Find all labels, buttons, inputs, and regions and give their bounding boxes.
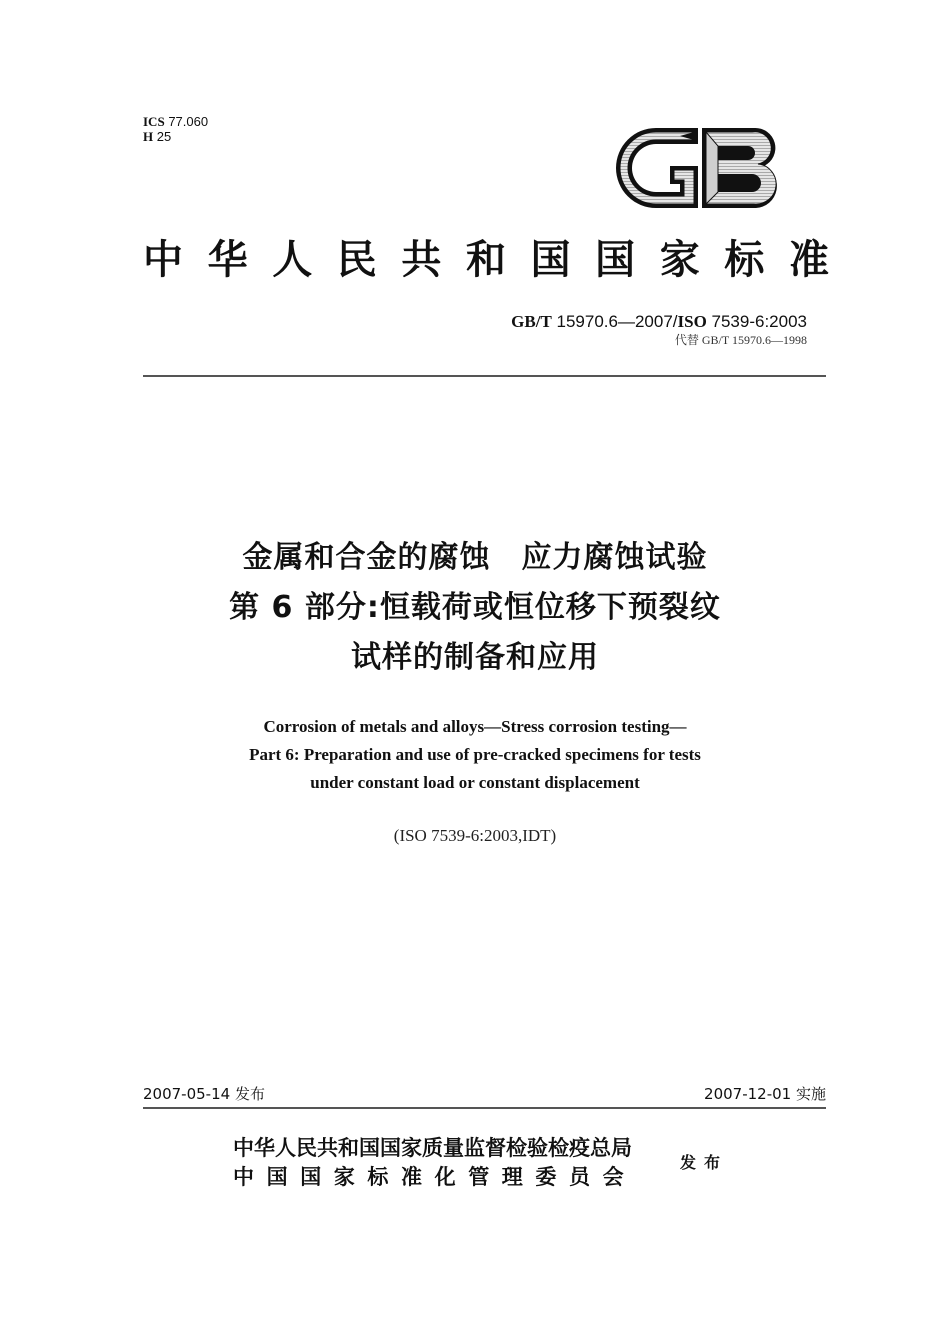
implementation-date: 2007-12-01 实施 xyxy=(704,1085,826,1103)
title-char: 中 xyxy=(143,236,183,283)
class-value: 25 xyxy=(156,129,172,144)
issuing-authorities xyxy=(233,1133,636,1191)
footer-divider xyxy=(143,1107,826,1109)
title-char: 民 xyxy=(336,236,377,283)
ics-classification xyxy=(143,114,208,144)
title-char: 国 xyxy=(530,236,571,283)
gb-logo-icon xyxy=(614,126,782,210)
title-char: 标 xyxy=(724,236,765,283)
replaces-note: 代替 GB/T 15970.6—1998 xyxy=(674,333,807,347)
title-char: 华 xyxy=(207,236,248,283)
english-title xyxy=(0,713,950,797)
english-title-line: Part 6: Preparation and use of pre-cracked specimens for tests xyxy=(249,745,701,764)
standard-code xyxy=(511,312,807,332)
national-standard-title xyxy=(141,236,831,284)
iso-reference: (ISO 7539-6:2003,IDT) xyxy=(393,826,557,845)
iso-prefix: ISO xyxy=(677,312,707,331)
iso-number: 7539-6:2003 xyxy=(706,312,807,331)
title-char: 国 xyxy=(595,236,636,283)
title-char: 准 xyxy=(788,236,829,283)
title-char: 共 xyxy=(401,236,442,283)
ics-value: 77.060 xyxy=(168,114,209,129)
code-prefix: GB/T xyxy=(511,312,552,331)
issuer-sac: 中国国家标准化管理委员会 xyxy=(233,1164,637,1189)
english-title-line: Corrosion of metals and alloys—Stress corrosion testing— xyxy=(263,717,687,736)
code-number: 15970.6—2007/ xyxy=(551,312,678,331)
publish-label: 发布 xyxy=(680,1153,729,1172)
class-label: H xyxy=(143,129,154,144)
title-char: 人 xyxy=(272,236,313,283)
english-title-line: under constant load or constant displacement xyxy=(310,773,640,792)
issue-date: 2007-05-14 发布 xyxy=(143,1085,265,1103)
class-line xyxy=(143,129,208,144)
issuer-aqsiq: 中华人民共和国国家质量监督检验检疫总局 xyxy=(233,1135,632,1160)
ics-label: ICS xyxy=(143,114,165,129)
title-char: 家 xyxy=(659,236,700,283)
header-divider xyxy=(143,375,826,377)
standard-code-block xyxy=(511,312,807,347)
chinese-title-line: 金属和合金的腐蚀 应力腐蚀试验 xyxy=(242,540,708,575)
chinese-title xyxy=(0,533,950,683)
chinese-title-line: 试样的制备和应用 xyxy=(351,640,599,675)
chinese-title-line: 第 6 部分:恒载荷或恒位移下预裂纹 xyxy=(229,590,721,625)
ics-line xyxy=(143,114,208,129)
title-char: 和 xyxy=(465,236,506,283)
